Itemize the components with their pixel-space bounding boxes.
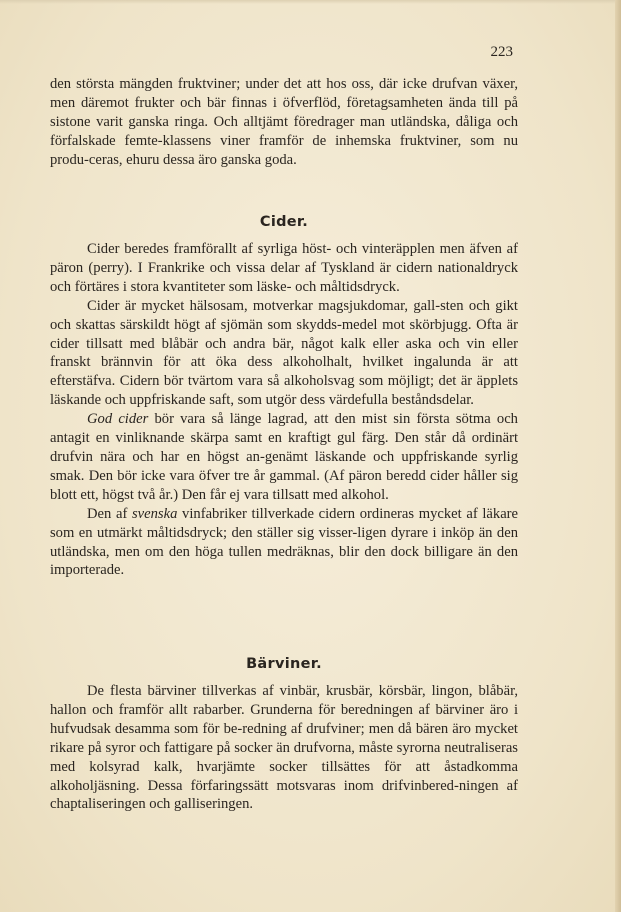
intro-paragraph-block <box>50 75 518 170</box>
section-heading-cider: Cider. <box>259 214 309 230</box>
barviner-paragraph-1: De flesta bärviner tillverkas af vinbär, krusbär, körsbär, lingon, blåbär, hallon och framför allt rabarber. Grunderna för beredningen af bärviner äro i hufvudsak desamma som för be-redning af drufviner; men då bären äro mycket rikare på syror och fattigare på socker än drufvorna, måste syrorna neutraliseras med kolsyrad kalk, hvarjämte socker tillsättes för att åstadkomma alkoholjäsning. Dessa förfaringssätt motsvaras inom drifvinbered-ningen af chaptaliseringen och galliseringen. <box>50 683 518 813</box>
cider-paragraph-4-text: vinfabriker tillverkade cidern ordineras mycket af läkare som en utmärkt måltidsdryck; den ställer sig visser-ligen dyrare i inköp än den utländska, men om den höga tullen medräknas, blir den dock billigare än den importerade. <box>50 505 519 579</box>
intro-paragraph: den största mängden fruktviner; under det att hos oss, där icke drufvan växer, men däremot frukter och bär finnas i öfverflöd, företagsamheten ända till på sistone varit ganska ringa. Och alltjämt föredrager man utländska, dåliga och förfalskade femte-klassens viner framför de inhemska fruktviner, som nu produ-ceras, ehuru dessa äro ganska goda. <box>50 76 518 168</box>
cider-paragraph-4-italic: svenska <box>132 505 178 522</box>
section-heading-barviner: Bärviner. <box>246 656 322 672</box>
cider-paragraph-3-italic: God cider <box>87 411 149 428</box>
cider-paragraph-3 <box>50 410 518 505</box>
cider-section <box>50 240 518 580</box>
cider-paragraph-1: Cider beredes framförallt af syrliga höst- och vinteräpplen men äfven af päron (perry). I Frankrike och vissa delar af Tyskland är cidern nationaldryck och förtäres i stora kvantiteter som läske- och måltidsdryck. <box>50 241 518 295</box>
page-right-edge <box>615 0 621 912</box>
cider-paragraph-4-start: Den af <box>87 505 132 522</box>
cider-paragraph-4 <box>50 505 518 581</box>
cider-paragraph-2: Cider är mycket hälsosam, motverkar magsjukdomar, gall-sten och gikt och skattas särskildt högt af sjömän som skydds-medel mot skörbjugg. Ofta är cider tillsatt med blåbär och andra bär, något kalk eller aska och vin eller franskt brännvin för att öka dess alkoholhalt, hvilket ingalunda är att efterstäfva. Cidern bör tvärtom vara så alkoholsvag som möjligt; det är äpplets läskande och uppfriskande saft, som utgör dess värdefulla beståndsdelar. <box>50 297 518 409</box>
cider-paragraph-3-text: bör vara så länge lagrad, att den mist sin första sötma och antagit en vinliknande skärpa samt en kraftigt gul färg. Den står då ordinärt drufvin nära och har en högst an-genämt läskande och uppfriskande syrlig smak. Den bör icke vara öfver tre år gammal. (Af päron beredd cider håller sig blott ett, högst två år.) Den får ej vara tillsatt med alkohol. <box>50 411 518 503</box>
page-number: 223 <box>490 44 513 60</box>
page-top-edge <box>0 0 621 4</box>
barviner-section <box>50 682 518 814</box>
